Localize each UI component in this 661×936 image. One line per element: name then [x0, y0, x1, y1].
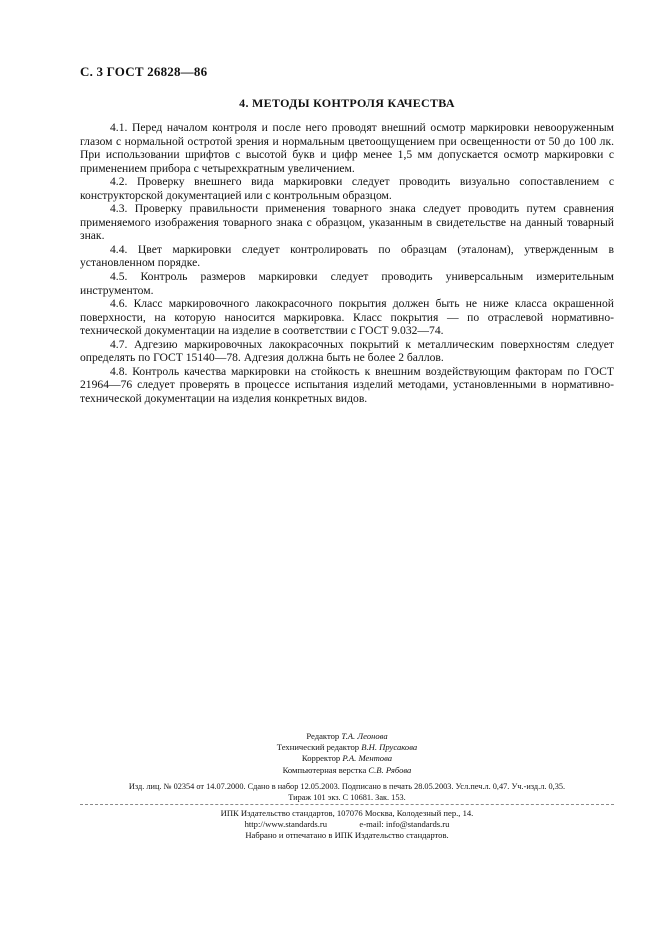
proofreader-role: Корректор — [301, 753, 341, 764]
paragraph-4-4: 4.4. Цвет маркировки следует контролировать по образцам (эталонам), утвержденным в установленном порядке. — [80, 242, 614, 270]
imprint-divider — [80, 804, 614, 805]
tech-editor-line — [80, 742, 614, 753]
proofreader-name: Р.А. Ментова — [342, 753, 393, 764]
layout-name: С.В. Рябова — [368, 764, 412, 775]
publisher-site: http://www.standards.ru — [244, 819, 328, 830]
tech-editor-role: Технический редактор — [276, 742, 360, 753]
layout-line — [80, 765, 614, 776]
editor-name: Т.А. Леонова — [341, 731, 388, 741]
proofreader-line — [80, 753, 614, 764]
paragraph-4-1: 4.1. Перед началом контроля и после него проводят внешний осмотр маркировки невооруженным глазом с нормальной остротой зрения и нормальным цветоощущением при освещенности от 50 до 100 лк. При использовании шрифтов с высотой букв и цифр менее 1,5 мм допускается осмотр маркировки с применением прибора с четырехкратным увеличением. — [80, 121, 614, 175]
paragraph-4-2: 4.2. Проверку внешнего вида маркировки следует проводить визуально сопоставлением с конструкторской документацией или с контрольным образцом. — [80, 175, 614, 202]
paragraph-4-8: 4.8. Контроль качества маркировки на стойкость к внешним воздействующим факторам по ГОСТ 21964—76 следует проверять в процессе испытания изделий методами, установленными в нормативно-технической документации на изделия конкретных видов. — [80, 364, 614, 405]
imprint-editors — [80, 731, 614, 776]
paragraph-4-5: 4.5. Контроль размеров маркировки следует проводить универсальным измерительным инструментом. — [80, 270, 614, 297]
paragraph-4-7: 4.7. Адгезию маркировочных лакокрасочных покрытий к металлическим поверхностям следует определять по ГОСТ 15140—78. Адгезия должна быть не более 2 баллов. — [80, 337, 614, 365]
editor-line — [80, 731, 614, 742]
editor-role: Редактор — [306, 731, 340, 741]
imprint-publisher — [80, 808, 614, 842]
publisher-address: ИПК Издательство стандартов, 107076 Москва, Колодезный пер., 14. — [220, 808, 474, 818]
publisher-email: e-mail: info@standards.ru — [359, 819, 450, 830]
section-title: 4. МЕТОДЫ КОНТРОЛЯ КАЧЕСТВА — [239, 96, 455, 110]
paragraph-4-6: 4.6. Класс маркировочного лакокрасочного покрытия должен быть не ниже класса окрашенной поверхности, на которую наносится маркировка. Класс покрытия — по отраслевой нормативно-технической документации на изделие в соответствии с ГОСТ 9.032—74. — [80, 297, 614, 338]
section-body — [80, 121, 614, 405]
publisher-printed-by: Набрано и отпечатано в ИПК Издательство стандартов. — [245, 830, 449, 841]
imprint-print-details — [80, 781, 614, 803]
paragraph-4-3: 4.3. Проверку правильности применения товарного знака следует проводить путем сравнения применяемого изображения товарного знака с образцом, указанным в свидетельстве на данный товарный знак. — [80, 202, 614, 243]
tech-editor-name: В.Н. Прусакова — [361, 742, 418, 753]
layout-role: Компьютерная верстка — [282, 764, 367, 775]
print-line-2: Тираж 101 экз. С 10681. Зак. 153. — [288, 793, 406, 803]
print-line-1: Изд. лиц. № 02354 от 14.07.2000. Сдано в набор 12.05.2003. Подписано в печать 28.05.2003. Усл.печ.л. 0,47. Уч.-изд.л. 0,35. — [128, 782, 566, 791]
page-header: С. 3 ГОСТ 26828—86 — [80, 64, 208, 79]
publisher-contacts — [80, 819, 614, 830]
